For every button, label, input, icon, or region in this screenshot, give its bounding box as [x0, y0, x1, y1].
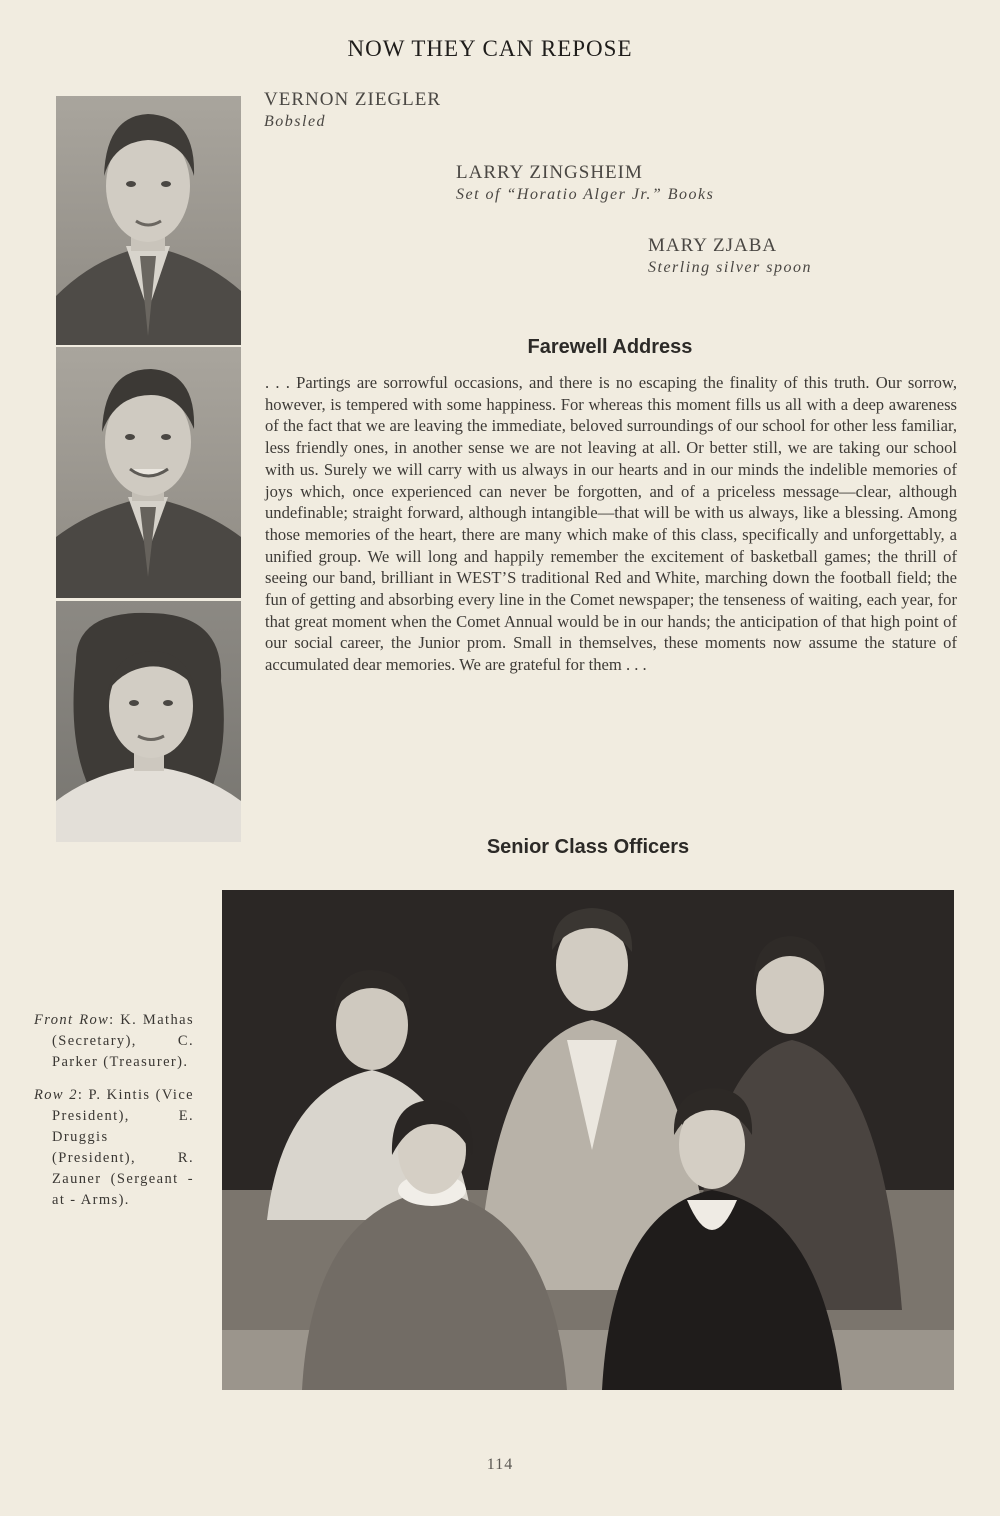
page-number: 114: [486, 1456, 514, 1473]
entry-gift: Set of “Horatio Alger Jr.” Books: [456, 186, 715, 203]
entry-name: LARRY ZINGSHEIM: [456, 162, 643, 183]
portrait-photo-3: [56, 601, 241, 842]
entry-gift: Bobsled: [264, 113, 327, 130]
row2-label: Row 2: [34, 1087, 78, 1103]
portrait-photo-2: [56, 347, 241, 598]
front-row-text: : K. Mathas (Secretary), C. Parker (Treasurer).: [52, 1012, 194, 1070]
entry-3: [648, 235, 812, 277]
front-row-label: Front Row: [34, 1012, 110, 1028]
entry-name: MARY ZJABA: [648, 235, 778, 256]
entry-name: VERNON ZIEGLER: [264, 89, 442, 110]
officers-group-photo: [222, 890, 954, 1390]
farewell-heading: Farewell Address: [527, 336, 693, 358]
row2-caption: [34, 1085, 194, 1211]
farewell-body: . . . Partings are sorrowful occasions, and there is no escaping the finality of this truth. Our sorrow, however, is tempered with some happiness. For whereas this moment fills us all with a deep awareness of the fact that we are leaving the immediate, beloved surroundings of our school for other less familiar, less friendly ones, in another sense we are not leaving at all. Or better still, we are taking our school with us. Surely we will carry with us always in our hearts and in our minds the indelible memories of joys which, once experienced can never be forgotten, and of a priceless message—clear, although undefinable; straight forward, although intangible—that will be with us always, like a blessing. Among those memories of the heart, there are many which make of this class, specifically and unforgettably, a unified group. We will long and happily remember the excitement of basketball games; the thrill of seeing our band, brilliant in WEST’S traditional Red and White, marching down the football field; the fun of getting and absorbing every line in the Comet newspaper; the tenseness of waiting, each year, for that great moment when the Comet Annual would be in our hands; the anticipation of that high point of our social career, the Junior prom. Small in themselves, these moments now assume the stature of accumulated dear memories. We are grateful for them . . .: [265, 373, 957, 675]
portrait-photo-1: [56, 96, 241, 345]
officers-caption: [34, 1010, 194, 1223]
portrait-column: [56, 96, 241, 842]
entry-gift: Sterling silver spoon: [648, 259, 812, 276]
row2-text: : P. Kintis (Vice President), E. Druggis (President), R. Zauner (Sergeant - at - Arms).: [52, 1087, 194, 1208]
entry-2: [456, 162, 714, 204]
officers-heading: Senior Class Officers: [486, 836, 690, 858]
page-title: NOW THEY CAN REPOSE: [347, 36, 633, 61]
entry-1: [264, 89, 441, 131]
front-row-caption: [34, 1010, 194, 1073]
